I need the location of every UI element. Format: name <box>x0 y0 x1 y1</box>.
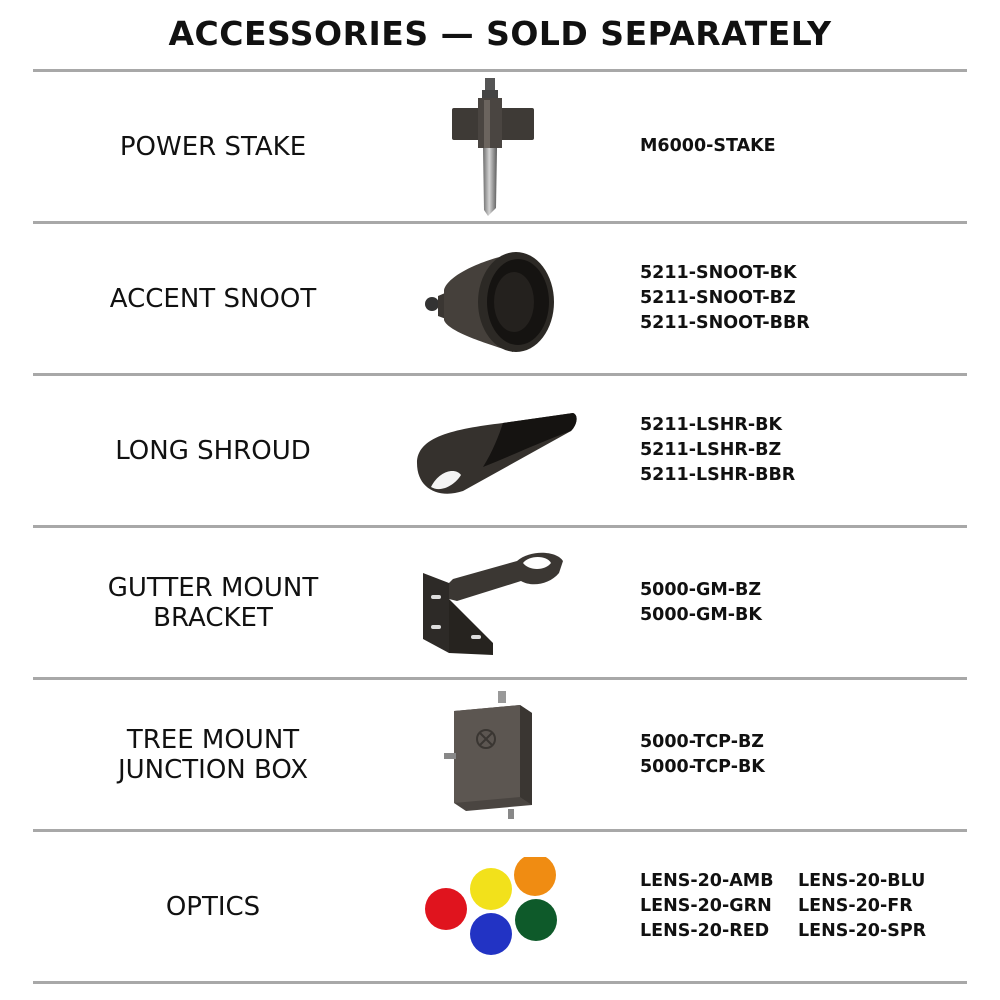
accessory-row-tree-mount-junction-box <box>33 680 967 829</box>
lens-set-icon <box>393 832 593 981</box>
part-numbers <box>640 832 958 981</box>
accessory-row-long-shroud <box>33 376 967 525</box>
part-numbers <box>640 224 810 373</box>
junction-box-icon <box>393 680 593 829</box>
part-number: LENS-20-RED <box>640 921 770 941</box>
accessory-name: LONG SHROUD <box>115 435 311 466</box>
part-number: LENS-20-BLU <box>798 871 926 891</box>
accessory-name: OPTICS <box>165 891 261 922</box>
accessory-row-accent-snoot <box>33 224 967 373</box>
part-number: LENS-20-GRN <box>640 896 772 916</box>
part-number: 5211-SNOOT-BBR <box>640 313 810 333</box>
page-title: ACCESSORIES — SOLD SEPARATELY <box>168 14 832 53</box>
part-number: 5211-LSHR-BBR <box>640 465 796 485</box>
part-number: 5000-TCP-BZ <box>640 731 764 752</box>
lens-yellow-icon <box>470 868 512 910</box>
power-stake-icon <box>393 72 593 221</box>
part-number: 5000-GM-BK <box>640 604 762 625</box>
part-number: 5211-LSHR-BK <box>640 415 783 435</box>
part-numbers <box>640 72 776 221</box>
part-number: 5211-SNOOT-BZ <box>640 288 796 308</box>
part-number: LENS-20-FR <box>798 896 913 916</box>
part-numbers <box>640 376 795 525</box>
accessory-name: POWER STAKE <box>119 131 307 162</box>
part-number: 5000-TCP-BK <box>640 756 765 777</box>
accent-snoot-icon <box>393 224 593 373</box>
part-numbers <box>640 680 765 829</box>
lens-red-icon <box>425 888 467 930</box>
gutter-mount-bracket-icon <box>393 528 593 677</box>
part-number: 5000-GM-BZ <box>640 579 762 600</box>
divider <box>33 981 967 984</box>
accessory-row-gutter-mount-bracket <box>33 528 967 677</box>
long-shroud-icon <box>393 376 593 525</box>
part-numbers <box>640 528 762 677</box>
accessory-name: GUTTER MOUNT BRACKET <box>107 572 319 633</box>
part-number: 5211-LSHR-BZ <box>640 440 782 460</box>
part-number: M6000-STAKE <box>640 136 776 156</box>
accessory-name: TREE MOUNT JUNCTION BOX <box>117 724 309 785</box>
part-number: LENS-20-SPR <box>798 921 927 941</box>
lens-blue-icon <box>470 913 512 955</box>
lens-green-icon <box>515 899 557 941</box>
part-number: 5211-SNOOT-BK <box>640 263 797 283</box>
accessory-row-power-stake <box>33 72 967 221</box>
lens-amber-icon <box>514 857 556 896</box>
accessory-row-optics <box>33 832 967 981</box>
part-number: LENS-20-AMB <box>640 871 774 891</box>
accessory-name: ACCENT SNOOT <box>109 283 317 314</box>
